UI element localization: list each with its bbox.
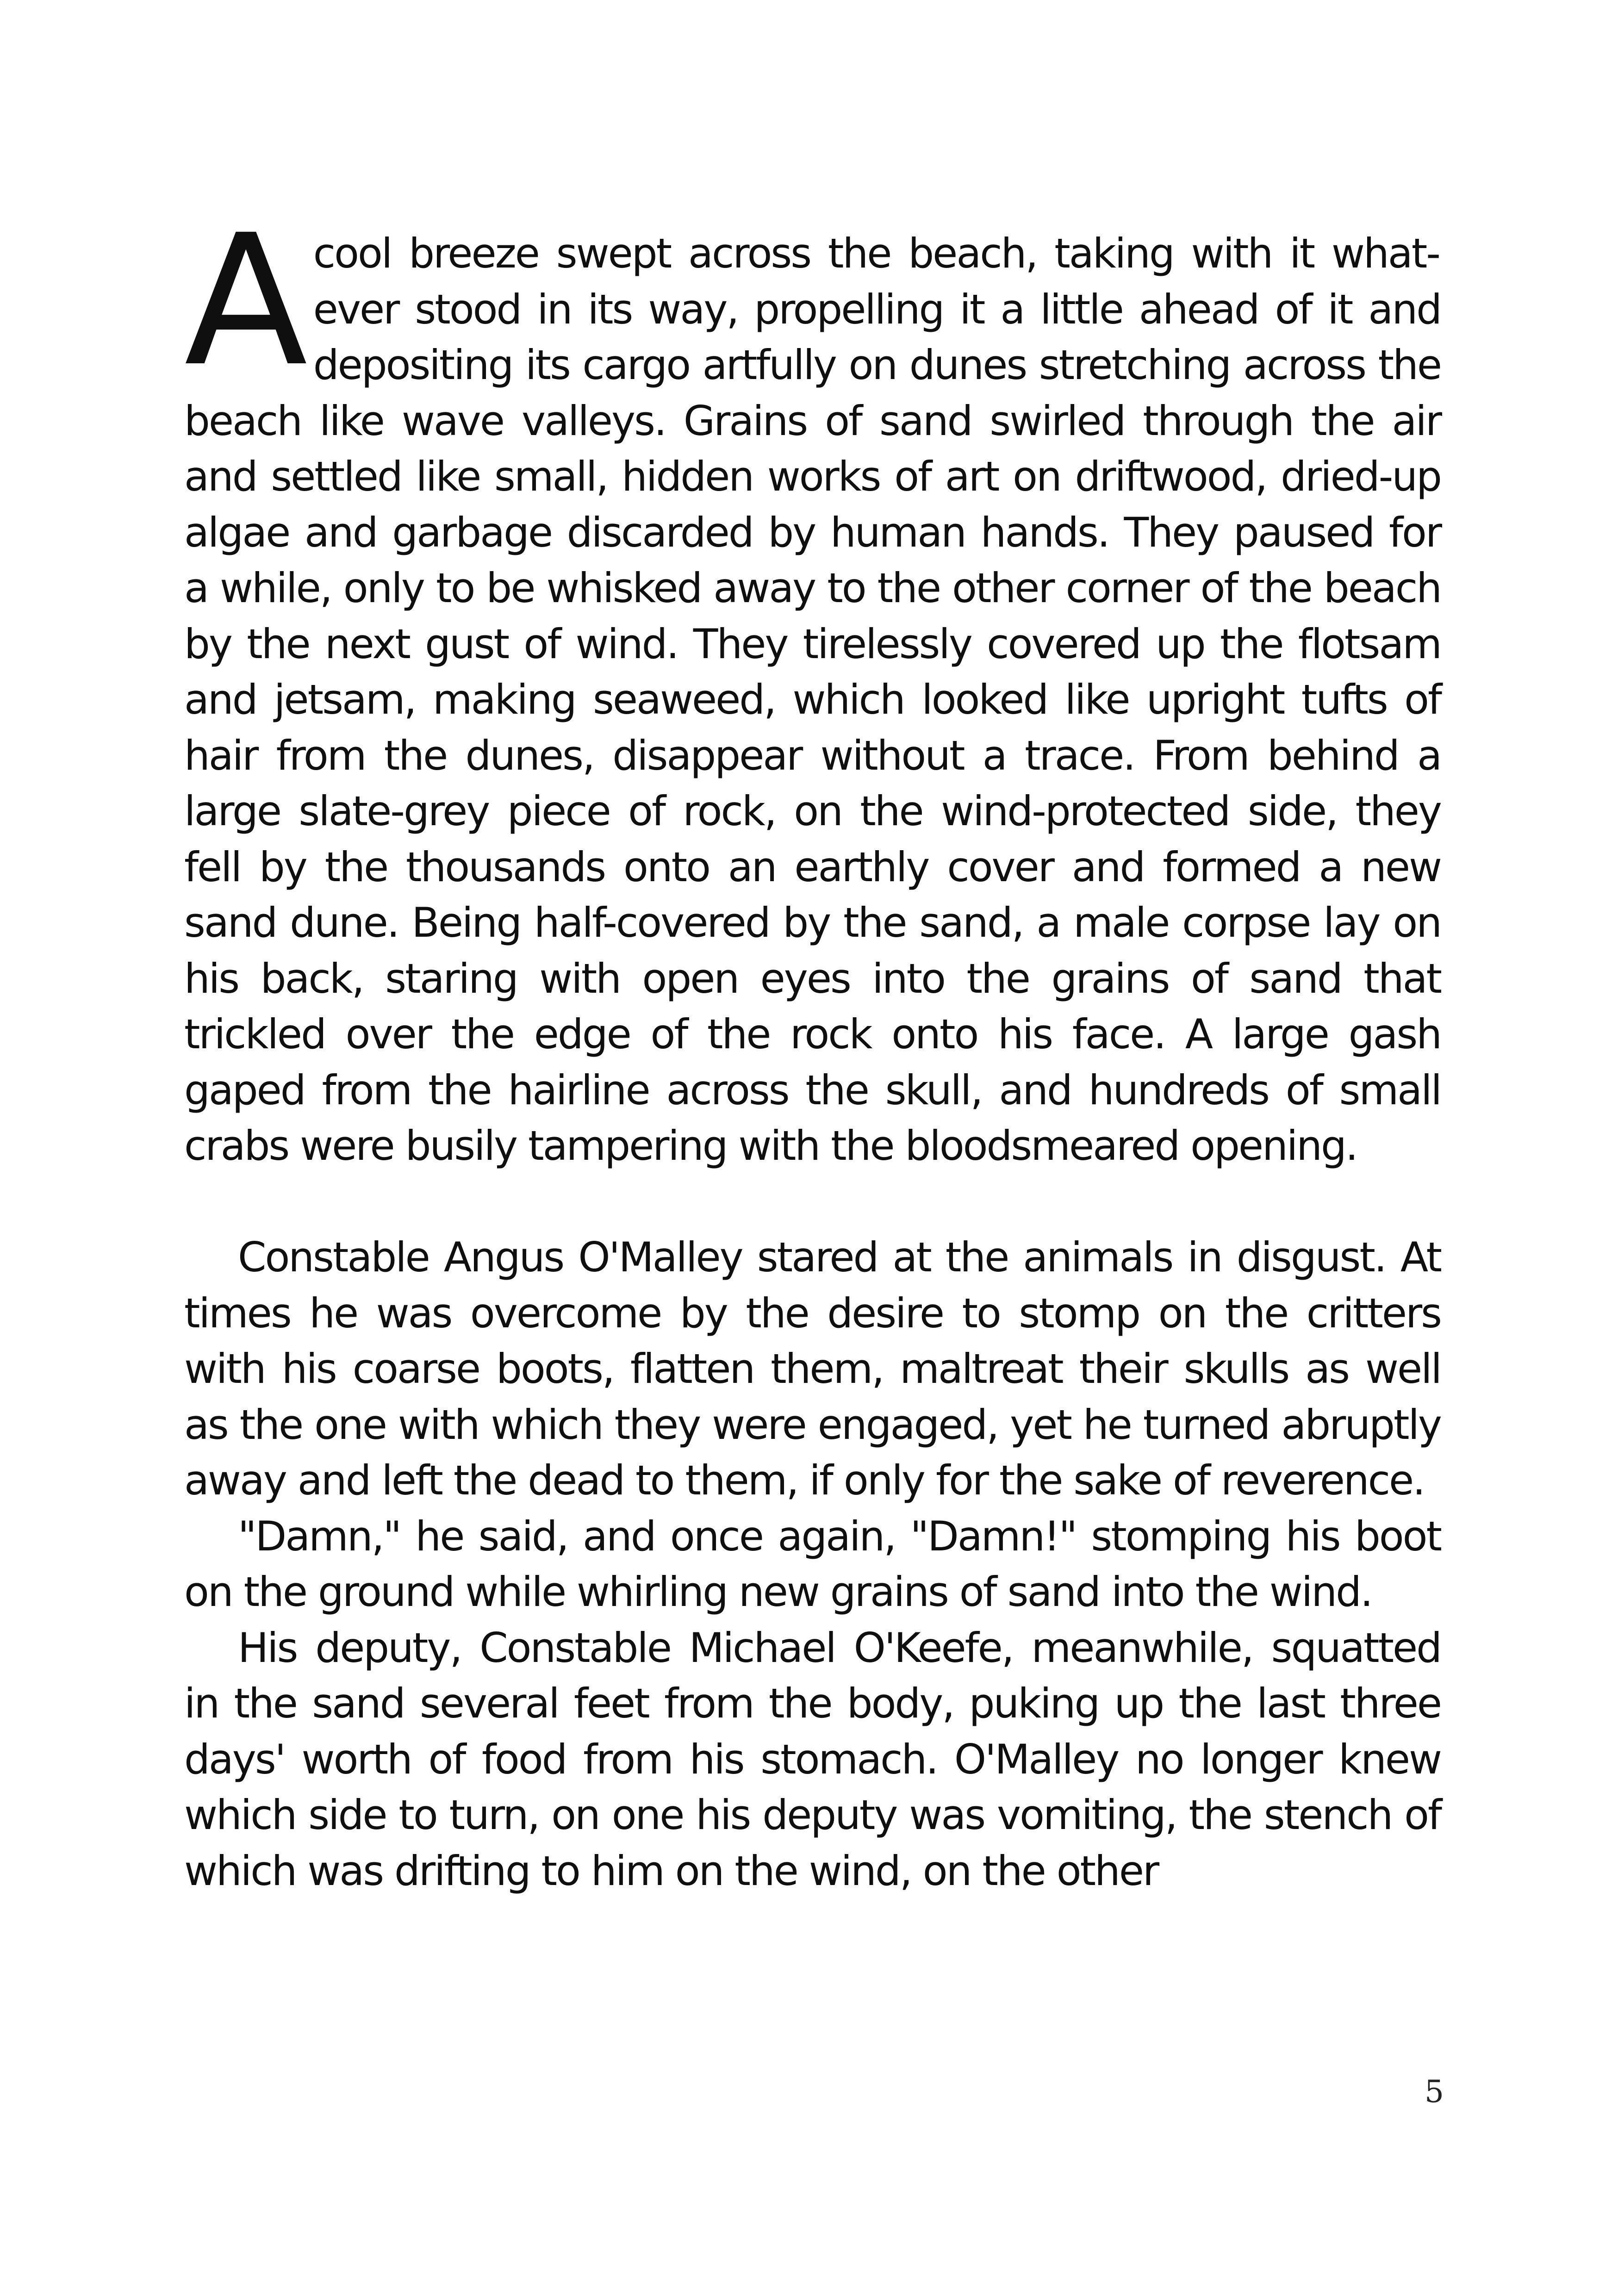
opening-paragraph-text: cool breeze swept across the beach, taking with it whatever stood in its way, propelling it a little ahead of it and depositing its cargo artfully on dunes stretching across the beach like wave valleys. Grains of sand swirled through the air and settled like small, hidden works of art on driftwood, dried-up algae and garbage discarded by human hands. They paused for a while, only to be whisked away to the other corner of the beach by the next gust of wind. They tirelessly covered up the flotsam and jetsam, making seaweed, which looked like upright tufts of hair from the dunes, disappear without a trace. From behind a large slate-grey piece of rock, on the wind-protected side, they fell by the thousands onto an earthly cover and formed a new sand dune. Being half-covered by the sand, a male corpse lay on his back, staring with open eyes into the grains of sand that trickled over the edge of the rock onto his face. A large gash gaped from the hairline across the skull, and hundreds of small crabs were busily tampering with the bloodsmeared opening.	[184, 230, 1441, 1170]
paragraph-damn: "Damn," he said, and once again, "Damn!" stomping his boot on the ground while whirling new grains of sand into the wind.	[184, 1512, 1441, 1616]
paragraph-constable: Constable Angus O'Malley stared at the animals in disgust. At times he was overcome by the desire to stomp on the critters with his coarse boots, flatten them, maltreat their skulls as well as the one with which they were engaged, yet he turned abruptly away and left the dead to them, if only for the sake of reverence.	[184, 1233, 1441, 1504]
drop-cap: A	[184, 196, 308, 406]
opening-paragraph	[184, 196, 1441, 1174]
page-number: 5	[1425, 2074, 1444, 2109]
paragraph-deputy: His deputy, Constable Michael O'Keefe, meanwhile, squatted in the sand several feet from the body, puking up the last three days' worth of food from his stomach. O'Malley no longer knew which side to turn, on one his deputy was vomiting, the stench of which was drifting to him on the wind, on the other	[184, 1624, 1441, 1895]
body-text	[184, 196, 1441, 1899]
